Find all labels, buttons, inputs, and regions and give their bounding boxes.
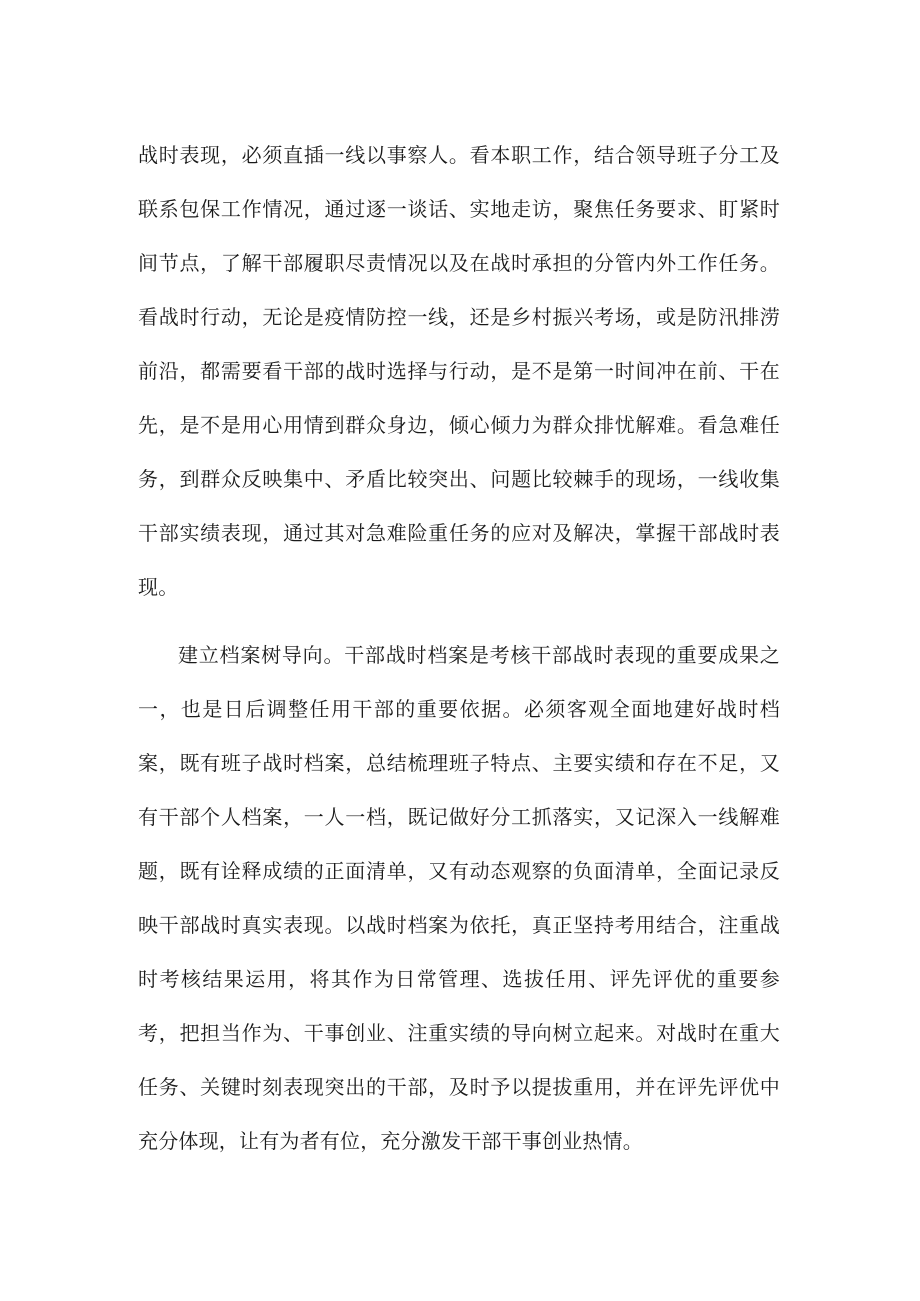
paragraph-1: 战时表现，必须直插一线以事察人。看本职工作，结合领导班子分工及联系包保工作情况，通过逐一谈话、实地走访，聚焦任务要求、盯紧时间节点，了解干部履职尽责情况以及在战时承担的分管内外工作任务。看战时行动，无论是疫情防控一线，还是乡村振兴考场，或是防汛排涝前沿，都需要看干部的战时选择与行动，是不是第一时间冲在前、干在先，是不是用心用情到群众身边，倾心倾力为群众排忧解难。看急难任务，到群众反映集中、矛盾比较突出、问题比较棘手的现场，一线收集干部实绩表现，通过其对急难险重任务的应对及解决，掌握干部战时表现。 <box>138 143 780 599</box>
document-body <box>138 128 780 1168</box>
paragraph-2: 建立档案树导向。干部战时档案是考核干部战时表现的重要成果之一，也是日后调整任用干部的重要依据。必须客观全面地建好战时档案，既有班子战时档案，总结梳理班子特点、主要实绩和存在不足，又有干部个人档案，一人一档，既记做好分工抓落实，又记深入一线解难题，既有诠释成绩的正面清单，又有动态观察的负面清单，全面记录反映干部战时真实表现。以战时档案为依托，真正坚持考用结合，注重战时考核结果运用，将其作为日常管理、选拔任用、评先评优的重要参考，把担当作为、干事创业、注重实绩的导向树立起来。对战时在重大任务、关键时刻表现突出的干部，及时予以提拔重用，并在评先评优中充分体现，让有为者有位，充分激发干部干事创业热情。 <box>138 643 780 1153</box>
